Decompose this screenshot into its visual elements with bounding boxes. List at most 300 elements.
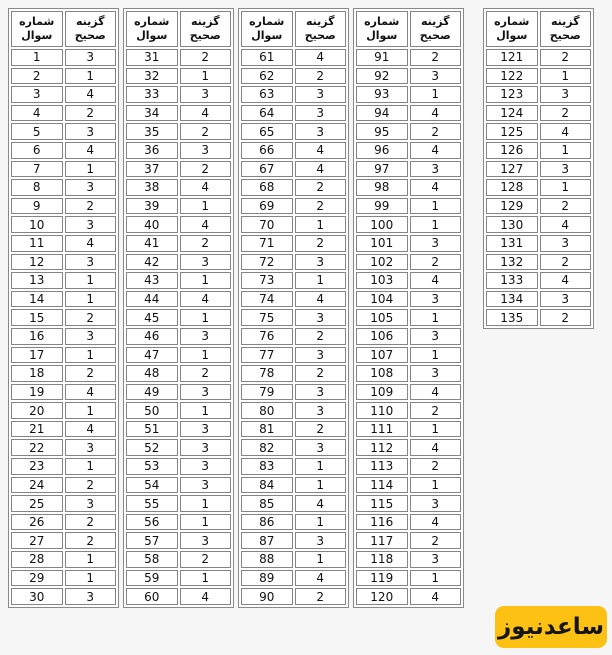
question-number-cell: 75: [241, 309, 293, 326]
answer-row: [356, 495, 461, 512]
correct-option-cell: 1: [65, 570, 117, 587]
answer-row: [126, 309, 231, 326]
question-number-cell: 42: [126, 254, 178, 271]
question-number-cell: 127: [486, 161, 538, 178]
question-number-cell: 107: [356, 347, 408, 364]
answer-row: [11, 216, 116, 233]
question-number-cell: 77: [241, 347, 293, 364]
correct-option-cell: 2: [295, 421, 347, 438]
answer-table-q1-30: [8, 8, 119, 608]
correct-option-cell: 2: [295, 179, 347, 196]
question-number-cell: 99: [356, 198, 408, 215]
answer-row: [126, 588, 231, 605]
correct-option-cell: 3: [65, 439, 117, 456]
question-number-cell: 25: [11, 495, 63, 512]
correct-option-cell: 1: [410, 86, 462, 103]
correct-option-cell: 4: [65, 86, 117, 103]
answer-row: [126, 49, 231, 66]
correct-option-cell: 2: [410, 532, 462, 549]
question-number-cell: 10: [11, 216, 63, 233]
correct-option-cell: 1: [65, 291, 117, 308]
question-number-cell: 37: [126, 161, 178, 178]
correct-option-cell: 3: [180, 142, 232, 159]
question-number-cell: 112: [356, 439, 408, 456]
question-number-cell: 108: [356, 365, 408, 382]
answer-row: [11, 570, 116, 587]
correct-option-cell: 1: [540, 142, 592, 159]
question-number-cell: 39: [126, 198, 178, 215]
answer-row: [11, 272, 116, 289]
answer-row: [356, 49, 461, 66]
correct-option-cell: 1: [410, 421, 462, 438]
question-number-header: شماره سوال: [486, 11, 538, 47]
correct-option-cell: 1: [180, 495, 232, 512]
answer-row: [241, 439, 346, 456]
answer-row: [356, 458, 461, 475]
answer-row: [356, 347, 461, 364]
question-number-cell: 110: [356, 402, 408, 419]
correct-option-cell: 1: [295, 272, 347, 289]
question-number-cell: 93: [356, 86, 408, 103]
question-number-cell: 64: [241, 105, 293, 122]
answer-row: [356, 179, 461, 196]
correct-option-cell: 1: [65, 402, 117, 419]
correct-option-cell: 3: [295, 254, 347, 271]
correct-option-cell: 3: [295, 309, 347, 326]
question-number-cell: 119: [356, 570, 408, 587]
question-number-cell: 74: [241, 291, 293, 308]
answer-row: [356, 532, 461, 549]
correct-option-cell: 3: [180, 328, 232, 345]
correct-option-cell: 4: [295, 161, 347, 178]
question-number-cell: 82: [241, 439, 293, 456]
answer-table-q121-135: [483, 8, 594, 329]
correct-option-cell: 3: [295, 105, 347, 122]
answer-row: [241, 142, 346, 159]
correct-option-cell: 1: [410, 477, 462, 494]
question-number-cell: 84: [241, 477, 293, 494]
question-number-cell: 51: [126, 421, 178, 438]
answer-row: [241, 570, 346, 587]
correct-option-cell: 2: [410, 123, 462, 140]
correct-option-cell: 2: [65, 309, 117, 326]
correct-option-cell: 3: [410, 328, 462, 345]
correct-option-cell: 3: [65, 123, 117, 140]
answer-row: [11, 477, 116, 494]
question-number-cell: 27: [11, 532, 63, 549]
question-number-cell: 55: [126, 495, 178, 512]
question-number-cell: 111: [356, 421, 408, 438]
answer-row: [126, 179, 231, 196]
answer-row: [126, 402, 231, 419]
question-number-cell: 78: [241, 365, 293, 382]
question-number-cell: 60: [126, 588, 178, 605]
correct-option-cell: 3: [180, 458, 232, 475]
question-number-cell: 129: [486, 198, 538, 215]
answer-row: [126, 123, 231, 140]
answer-row: [356, 588, 461, 605]
question-number-cell: 106: [356, 328, 408, 345]
answer-table-q91-120: [353, 8, 464, 608]
correct-option-cell: 1: [180, 570, 232, 587]
saednews-watermark-badge: [495, 606, 607, 648]
question-number-cell: 135: [486, 309, 538, 326]
answer-row: [356, 235, 461, 252]
correct-option-cell: 3: [180, 421, 232, 438]
correct-option-cell: 3: [180, 254, 232, 271]
question-number-cell: 71: [241, 235, 293, 252]
answer-row: [486, 216, 591, 233]
correct-option-cell: 1: [180, 272, 232, 289]
answer-row: [11, 123, 116, 140]
answer-row: [126, 254, 231, 271]
question-number-cell: 133: [486, 272, 538, 289]
question-number-cell: 35: [126, 123, 178, 140]
correct-option-cell: 3: [410, 68, 462, 85]
correct-option-cell: 4: [65, 142, 117, 159]
correct-option-cell: 2: [295, 328, 347, 345]
question-number-cell: 126: [486, 142, 538, 159]
correct-option-cell: 4: [295, 570, 347, 587]
answer-row: [241, 68, 346, 85]
correct-option-cell: 1: [410, 309, 462, 326]
answer-row: [11, 384, 116, 401]
answer-table-q31-60: [123, 8, 234, 608]
answer-row: [11, 291, 116, 308]
question-number-cell: 54: [126, 477, 178, 494]
question-number-cell: 21: [11, 421, 63, 438]
header-row: [241, 11, 346, 47]
answer-row: [11, 198, 116, 215]
answer-row: [356, 123, 461, 140]
question-number-cell: 30: [11, 588, 63, 605]
answer-row: [126, 532, 231, 549]
answer-row: [241, 291, 346, 308]
answer-row: [11, 105, 116, 122]
answer-row: [356, 291, 461, 308]
question-number-cell: 123: [486, 86, 538, 103]
question-number-cell: 72: [241, 254, 293, 271]
question-number-cell: 124: [486, 105, 538, 122]
answer-row: [11, 421, 116, 438]
answer-row: [126, 142, 231, 159]
question-number-cell: 18: [11, 365, 63, 382]
question-number-cell: 85: [241, 495, 293, 512]
answer-row: [241, 421, 346, 438]
question-number-cell: 76: [241, 328, 293, 345]
question-number-cell: 120: [356, 588, 408, 605]
answer-row: [241, 309, 346, 326]
correct-option-cell: 3: [410, 365, 462, 382]
correct-option-cell: 2: [540, 105, 592, 122]
question-number-cell: 128: [486, 179, 538, 196]
correct-option-cell: 2: [65, 365, 117, 382]
correct-option-cell: 1: [65, 161, 117, 178]
question-number-cell: 26: [11, 514, 63, 531]
question-number-cell: 16: [11, 328, 63, 345]
correct-option-cell: 3: [65, 588, 117, 605]
answer-row: [356, 439, 461, 456]
answer-row: [356, 365, 461, 382]
correct-option-cell: 1: [540, 179, 592, 196]
question-number-cell: 2: [11, 68, 63, 85]
answer-row: [486, 142, 591, 159]
correct-option-cell: 3: [65, 179, 117, 196]
correct-option-cell: 2: [540, 198, 592, 215]
correct-option-cell: 1: [410, 198, 462, 215]
correct-option-cell: 1: [295, 216, 347, 233]
correct-option-cell: 3: [65, 216, 117, 233]
question-number-cell: 96: [356, 142, 408, 159]
answer-row: [241, 272, 346, 289]
question-number-cell: 32: [126, 68, 178, 85]
answer-row: [11, 495, 116, 512]
answer-row: [126, 570, 231, 587]
answer-row: [241, 198, 346, 215]
question-number-cell: 8: [11, 179, 63, 196]
answer-row: [356, 384, 461, 401]
answer-row: [241, 588, 346, 605]
question-number-cell: 44: [126, 291, 178, 308]
answer-table-q61-90: [238, 8, 349, 608]
question-number-cell: 47: [126, 347, 178, 364]
answer-row: [356, 216, 461, 233]
answer-row: [126, 68, 231, 85]
answer-row: [356, 161, 461, 178]
question-number-cell: 29: [11, 570, 63, 587]
question-number-cell: 31: [126, 49, 178, 66]
question-number-cell: 14: [11, 291, 63, 308]
correct-option-header: گزینه صحیح: [410, 11, 462, 47]
question-number-cell: 63: [241, 86, 293, 103]
correct-option-cell: 3: [65, 254, 117, 271]
question-number-cell: 9: [11, 198, 63, 215]
correct-option-cell: 1: [65, 347, 117, 364]
question-number-cell: 20: [11, 402, 63, 419]
correct-option-cell: 3: [65, 328, 117, 345]
question-number-cell: 113: [356, 458, 408, 475]
question-number-cell: 89: [241, 570, 293, 587]
question-number-cell: 13: [11, 272, 63, 289]
answer-row: [126, 86, 231, 103]
question-number-cell: 70: [241, 216, 293, 233]
correct-option-cell: 3: [540, 235, 592, 252]
correct-option-cell: 2: [180, 161, 232, 178]
correct-option-cell: 4: [180, 216, 232, 233]
question-number-cell: 46: [126, 328, 178, 345]
answer-row: [126, 551, 231, 568]
question-number-cell: 49: [126, 384, 178, 401]
question-number-cell: 41: [126, 235, 178, 252]
question-number-cell: 114: [356, 477, 408, 494]
correct-option-cell: 4: [180, 105, 232, 122]
correct-option-cell: 2: [180, 365, 232, 382]
correct-option-cell: 1: [295, 514, 347, 531]
correct-option-cell: 4: [410, 514, 462, 531]
correct-option-cell: 1: [410, 347, 462, 364]
correct-option-cell: 3: [180, 477, 232, 494]
correct-option-cell: 4: [295, 291, 347, 308]
correct-option-cell: 4: [410, 142, 462, 159]
question-number-header: شماره سوال: [356, 11, 408, 47]
correct-option-cell: 2: [410, 254, 462, 271]
answer-row: [486, 254, 591, 271]
question-number-cell: 6: [11, 142, 63, 159]
header-row: [486, 11, 591, 47]
correct-option-cell: 3: [295, 532, 347, 549]
answer-row: [11, 179, 116, 196]
answer-row: [356, 142, 461, 159]
correct-option-cell: 4: [410, 272, 462, 289]
question-number-cell: 88: [241, 551, 293, 568]
correct-option-cell: 2: [295, 588, 347, 605]
correct-option-cell: 3: [180, 86, 232, 103]
answer-row: [126, 458, 231, 475]
correct-option-cell: 2: [295, 68, 347, 85]
correct-option-cell: 2: [65, 198, 117, 215]
answer-row: [241, 532, 346, 549]
correct-option-cell: 3: [295, 123, 347, 140]
correct-option-cell: 4: [65, 421, 117, 438]
answer-row: [241, 365, 346, 382]
answer-row: [486, 161, 591, 178]
answer-row: [486, 291, 591, 308]
correct-option-cell: 3: [180, 384, 232, 401]
question-number-cell: 11: [11, 235, 63, 252]
correct-option-header: گزینه صحیح: [540, 11, 592, 47]
correct-option-cell: 4: [180, 179, 232, 196]
answer-row: [241, 86, 346, 103]
correct-option-cell: 3: [540, 86, 592, 103]
correct-option-cell: 2: [65, 532, 117, 549]
answer-row: [356, 86, 461, 103]
answer-row: [11, 551, 116, 568]
answer-row: [356, 68, 461, 85]
correct-option-cell: 2: [540, 309, 592, 326]
header-row: [356, 11, 461, 47]
correct-option-cell: 1: [65, 272, 117, 289]
correct-option-cell: 2: [180, 123, 232, 140]
question-number-cell: 92: [356, 68, 408, 85]
correct-option-cell: 3: [410, 495, 462, 512]
answer-row: [241, 328, 346, 345]
question-number-cell: 59: [126, 570, 178, 587]
correct-option-cell: 2: [410, 458, 462, 475]
question-number-cell: 102: [356, 254, 408, 271]
answer-row: [11, 439, 116, 456]
answer-row: [11, 161, 116, 178]
answer-row: [356, 328, 461, 345]
question-number-cell: 67: [241, 161, 293, 178]
question-number-cell: 69: [241, 198, 293, 215]
question-number-cell: 103: [356, 272, 408, 289]
correct-option-cell: 4: [180, 588, 232, 605]
answer-row: [356, 402, 461, 419]
question-number-cell: 66: [241, 142, 293, 159]
question-number-cell: 56: [126, 514, 178, 531]
correct-option-cell: 4: [410, 384, 462, 401]
question-number-cell: 131: [486, 235, 538, 252]
question-number-cell: 90: [241, 588, 293, 605]
answer-row: [11, 309, 116, 326]
correct-option-header: گزینه صحیح: [180, 11, 232, 47]
question-number-cell: 87: [241, 532, 293, 549]
question-number-cell: 97: [356, 161, 408, 178]
answer-row: [356, 477, 461, 494]
correct-option-cell: 4: [180, 291, 232, 308]
correct-option-cell: 1: [180, 514, 232, 531]
question-number-cell: 94: [356, 105, 408, 122]
answer-row: [241, 105, 346, 122]
answer-row: [356, 551, 461, 568]
answer-row: [11, 68, 116, 85]
answer-row: [356, 421, 461, 438]
question-number-cell: 65: [241, 123, 293, 140]
answer-row: [126, 105, 231, 122]
correct-option-cell: 2: [295, 235, 347, 252]
question-number-cell: 17: [11, 347, 63, 364]
question-number-cell: 50: [126, 402, 178, 419]
question-number-cell: 61: [241, 49, 293, 66]
question-number-cell: 34: [126, 105, 178, 122]
answer-row: [241, 402, 346, 419]
watermark-text: ساعدنیوز: [498, 614, 604, 640]
answer-row: [241, 347, 346, 364]
answer-row: [11, 365, 116, 382]
question-number-cell: 28: [11, 551, 63, 568]
answer-row: [126, 347, 231, 364]
answer-row: [486, 198, 591, 215]
correct-option-cell: 1: [540, 68, 592, 85]
answer-row: [356, 309, 461, 326]
correct-option-cell: 4: [410, 588, 462, 605]
correct-option-cell: 4: [540, 272, 592, 289]
answer-row: [126, 235, 231, 252]
question-number-cell: 45: [126, 309, 178, 326]
correct-option-cell: 2: [295, 198, 347, 215]
answer-row: [126, 272, 231, 289]
answer-row: [11, 86, 116, 103]
answer-row: [241, 123, 346, 140]
correct-option-cell: 3: [540, 161, 592, 178]
correct-option-cell: 1: [410, 570, 462, 587]
correct-option-cell: 3: [65, 495, 117, 512]
answer-row: [126, 198, 231, 215]
correct-option-cell: 4: [295, 495, 347, 512]
question-number-cell: 101: [356, 235, 408, 252]
correct-option-cell: 1: [295, 551, 347, 568]
question-number-cell: 40: [126, 216, 178, 233]
question-number-cell: 43: [126, 272, 178, 289]
answer-row: [11, 532, 116, 549]
question-number-cell: 130: [486, 216, 538, 233]
answer-row: [241, 495, 346, 512]
question-number-cell: 118: [356, 551, 408, 568]
header-row: [126, 11, 231, 47]
answer-row: [11, 235, 116, 252]
correct-option-header: گزینه صحیح: [65, 11, 117, 47]
correct-option-cell: 2: [180, 551, 232, 568]
answer-row: [486, 86, 591, 103]
question-number-cell: 62: [241, 68, 293, 85]
correct-option-cell: 2: [65, 477, 117, 494]
question-number-cell: 68: [241, 179, 293, 196]
correct-option-cell: 1: [180, 198, 232, 215]
answer-row: [241, 179, 346, 196]
answer-row: [11, 402, 116, 419]
correct-option-cell: 3: [410, 291, 462, 308]
correct-option-cell: 4: [540, 216, 592, 233]
